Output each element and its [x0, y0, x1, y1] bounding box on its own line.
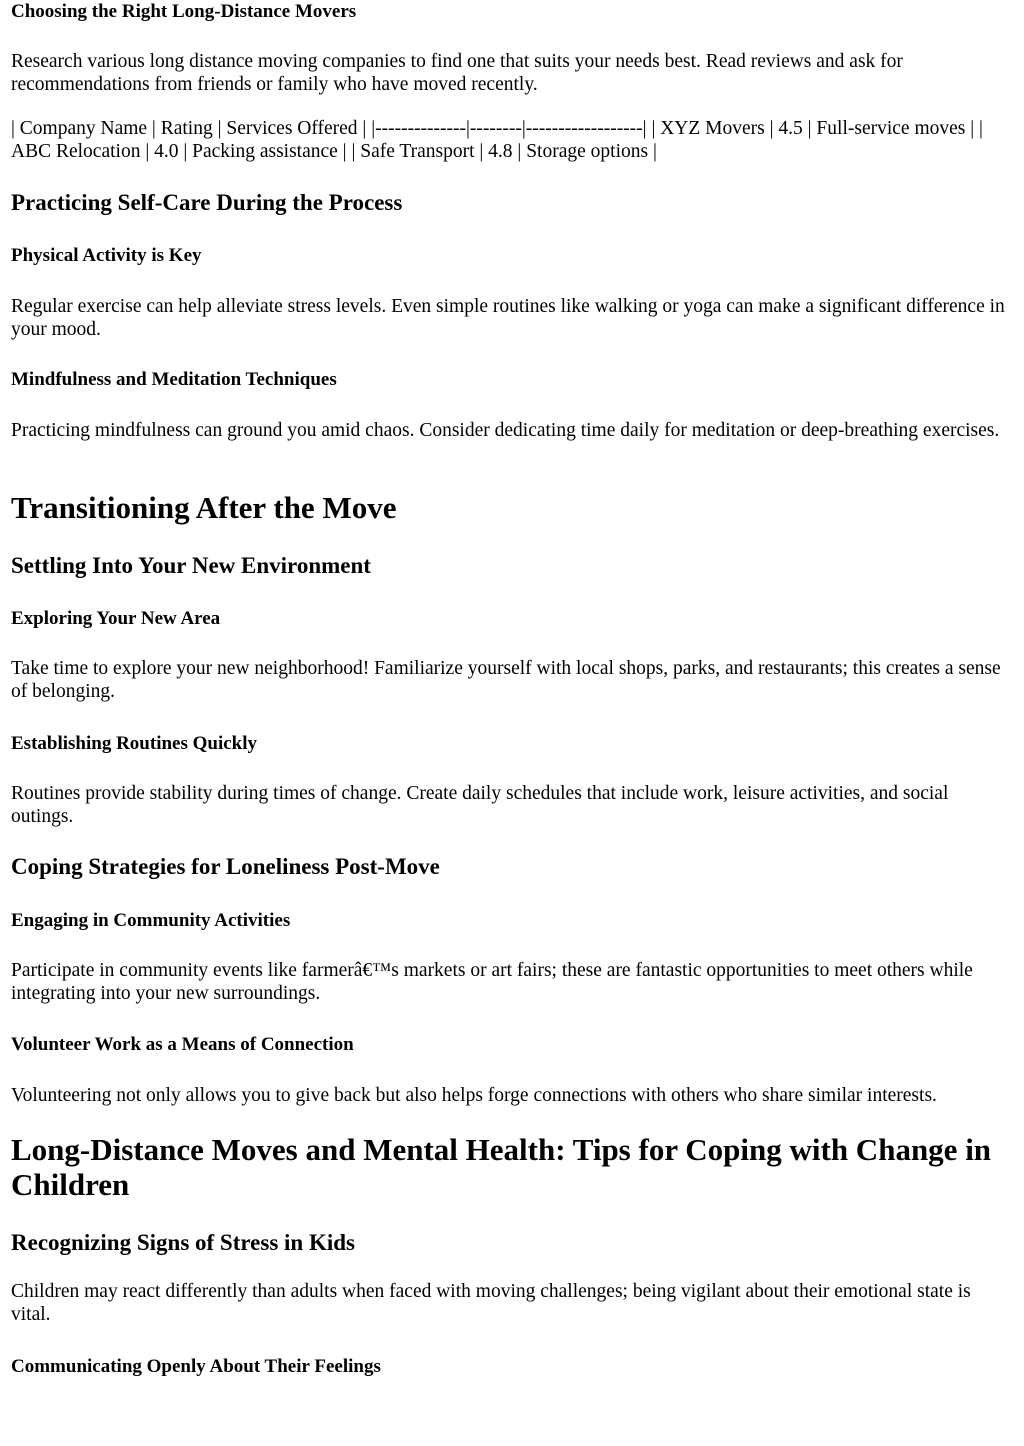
paragraph-regular-exercise: Regular exercise can help alleviate stress levels. Even simple routines like walking or yoga can make a significant difference in your mood. [11, 296, 1005, 340]
paragraph-explore-neighborhood: Take time to explore your new neighborhood! Familiarize yourself with local shops, parks, and restaurants; this creates a sense of belonging. [11, 658, 1001, 702]
heading-establishing-routines: Establishing Routines Quickly [11, 733, 258, 754]
heading-communicating-feelings: Communicating Openly About Their Feelings [11, 1356, 381, 1377]
heading-choosing-movers: Choosing the Right Long-Distance Movers [11, 1, 357, 22]
heading-exploring-area: Exploring Your New Area [11, 608, 221, 629]
paragraph-routines-stability: Routines provide stability during times of change. Create daily schedules that include work, leisure activities, and social outings. [11, 783, 949, 827]
heading-transitioning-after-move: Transitioning After the Move [11, 490, 397, 525]
heading-mindfulness: Mindfulness and Meditation Techniques [11, 369, 337, 390]
heading-children-mental-health: Long-Distance Moves and Mental Health: Tips for Coping with Change in Children [11, 1132, 992, 1202]
heading-volunteer-work: Volunteer Work as a Means of Connection [11, 1034, 354, 1055]
paragraph-company-table-text: | Company Name | Rating | Services Offered | |--------------|--------|------------------| | XYZ Movers | 4.5 | Full-service moves | | ABC Relocation | 4.0 | Packing assistance | | Safe Transport | 4.8 | Storage options | [11, 118, 983, 162]
heading-signs-of-stress: Recognizing Signs of Stress in Kids [11, 1230, 355, 1255]
paragraph-practicing-mindfulness: Practicing mindfulness can ground you amid chaos. Consider dedicating time daily for meditation or deep-breathing exercises. [11, 420, 1000, 441]
paragraph-research-movers: Research various long distance moving companies to find one that suits your needs best. Read reviews and ask for recommendations from friends or family who have moved recently. [11, 51, 903, 95]
heading-physical-activity: Physical Activity is Key [11, 245, 202, 266]
heading-self-care: Practicing Self-Care During the Process [11, 190, 403, 215]
heading-settling-in: Settling Into Your New Environment [11, 553, 371, 578]
paragraph-volunteering: Volunteering not only allows you to give back but also helps forge connections with others who share similar interests. [11, 1085, 937, 1106]
paragraph-children-react: Children may react differently than adults when faced with moving challenges; being vigilant about their emotional state is vital. [11, 1281, 971, 1325]
heading-coping-loneliness: Coping Strategies for Loneliness Post-Move [11, 854, 440, 879]
paragraph-community-events: Participate in community events like farmerâ€™s markets or art fairs; these are fantastic opportunities to meet others while integrating into your new surroundings. [11, 960, 973, 1004]
heading-community-activities: Engaging in Community Activities [11, 910, 291, 931]
